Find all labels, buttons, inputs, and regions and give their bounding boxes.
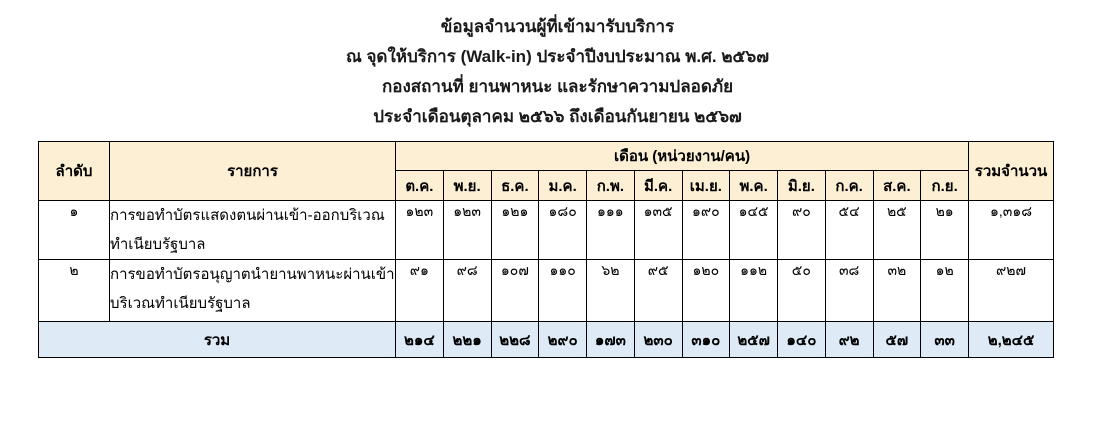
document-title-block [0,12,1115,132]
summary-value: ๑๗๓ [587,322,635,358]
col-header-month-oct: ต.ค. [396,171,444,201]
cell-value: ๙๕ [634,260,682,322]
header-row-group [39,142,1054,171]
col-header-index: ลำดับ [39,142,110,201]
row-item-line: ทำเนียบรัฐบาล [110,236,206,253]
summary-grand-total: ๒,๒๔๕ [969,322,1054,358]
cell-value: ๓๒ [873,260,921,322]
summary-value: ๒๕๗ [730,322,778,358]
row-index: ๑ [39,201,110,260]
row-item-line: การขอทำบัตรอนุญาตนำยานพาหนะผ่านเข้า [110,266,395,283]
cell-value: ๙๘ [443,260,491,322]
cell-value: ๑๒๓ [396,201,444,260]
summary-value: ๓๑๐ [682,322,730,358]
col-header-month-may: พ.ค. [730,171,778,201]
summary-value: ๓๓ [921,322,969,358]
summary-label: รวม [39,322,396,358]
col-header-item: รายการ [110,142,396,201]
summary-value: ๒๙๐ [539,322,587,358]
summary-value: ๒๑๔ [396,322,444,358]
col-header-month-sep: ก.ย. [921,171,969,201]
cell-value: ๖๒ [587,260,635,322]
summary-value: ๒๒๑ [443,322,491,358]
title-line-3: กองสถานที่ ยานพาหนะ และรักษาความปลอดภัย [381,77,734,96]
summary-value: ๒๒๘ [491,322,539,358]
cell-value: ๑๒๐ [682,260,730,322]
row-item [110,201,396,260]
table-row [39,201,1054,260]
col-header-month-aug: ส.ค. [873,171,921,201]
row-total: ๑,๓๑๘ [969,201,1054,260]
col-header-month-jan: ม.ค. [539,171,587,201]
title-line-1: ข้อมูลจำนวนผู้ที่เข้ามารับบริการ [440,17,675,36]
row-item [110,260,396,322]
summary-value: ๕๗ [873,322,921,358]
row-item-line: การขอทำบัตรแสดงตนผ่านเข้า-ออกบริเวณ [110,207,385,224]
cell-value: ๓๘ [825,260,873,322]
cell-value: ๑๙๐ [682,201,730,260]
cell-value: ๙๑ [396,260,444,322]
title-line-2: ณ จุดให้บริการ (Walk-in) ประจำปีงบประมาณ พ.ศ. ๒๕๖๗ [345,47,770,66]
cell-value: ๑๒๓ [443,201,491,260]
col-header-month-feb: ก.พ. [587,171,635,201]
cell-value: ๒๕ [873,201,921,260]
col-header-month-mar: มี.ค. [634,171,682,201]
cell-value: ๑๑๐ [539,260,587,322]
col-header-month-apr: เม.ย. [682,171,730,201]
cell-value: ๑๓๕ [634,201,682,260]
col-header-month-jun: มิ.ย. [778,171,826,201]
cell-value: ๕๔ [825,201,873,260]
summary-value: ๙๒ [825,322,873,358]
title-line-4: ประจำเดือนตุลาคม ๒๕๖๖ ถึงเดือนกันยายน ๒๕๖๗ [373,107,742,126]
row-total: ๙๒๗ [969,260,1054,322]
cell-value: ๑๘๐ [539,201,587,260]
col-header-total: รวมจำนวน [969,142,1054,201]
cell-value: ๕๐ [778,260,826,322]
cell-value: ๑๔๕ [730,201,778,260]
summary-value: ๒๓๐ [634,322,682,358]
col-header-month-dec: ธ.ค. [491,171,539,201]
summary-row [39,322,1054,358]
cell-value: ๑๒๑ [491,201,539,260]
table-row [39,260,1054,322]
row-index: ๒ [39,260,110,322]
row-item-line: บริเวณทำเนียบรัฐบาล [110,295,251,312]
cell-value: ๙๐ [778,201,826,260]
cell-value: ๑๒ [921,260,969,322]
cell-value: ๑๑๒ [730,260,778,322]
cell-value: ๑๐๗ [491,260,539,322]
col-header-month-nov: พ.ย. [443,171,491,201]
cell-value: ๒๑ [921,201,969,260]
col-header-month-group: เดือน (หน่วยงาน/คน) [396,142,969,171]
col-header-month-jul: ก.ค. [825,171,873,201]
cell-value: ๑๑๑ [587,201,635,260]
summary-value: ๑๔๐ [778,322,826,358]
service-data-table [38,141,1054,358]
